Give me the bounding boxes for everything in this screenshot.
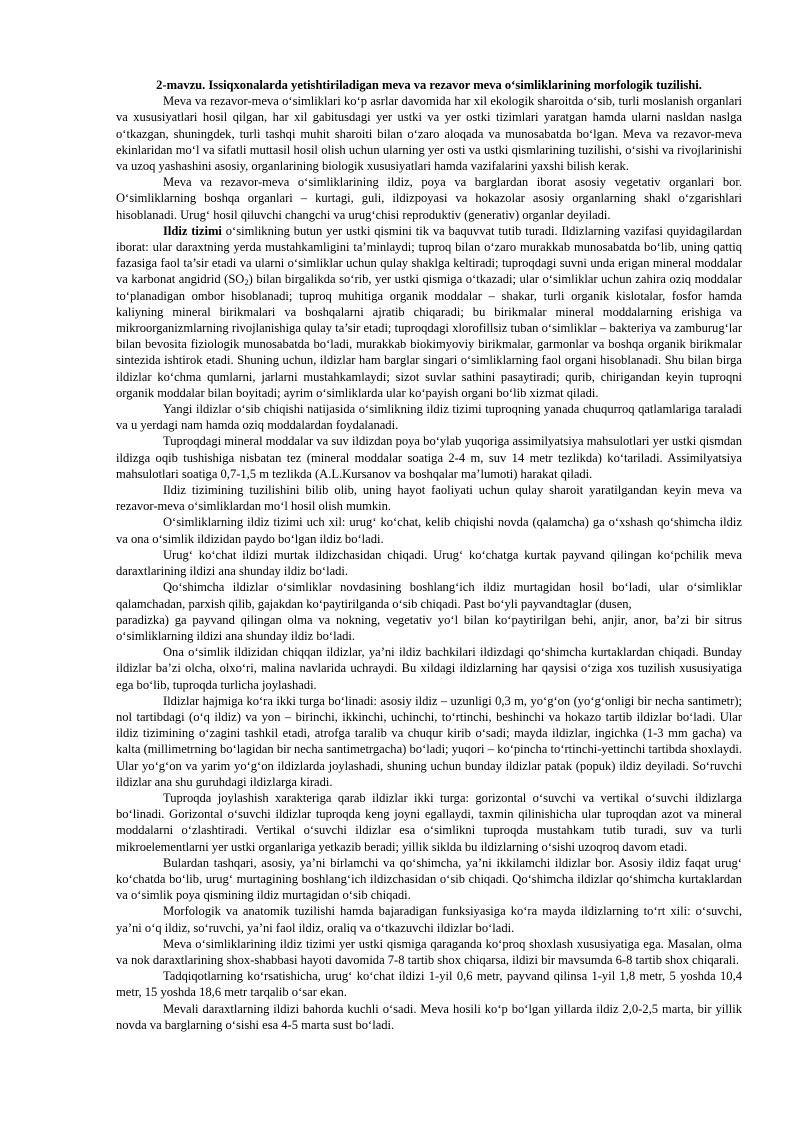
paragraph-text: O‘simliklarning ildiz tizimi uch xil: urug‘ ko‘chat, kelib chiqishi novda (qalamcha) ga o‘xshash qo‘shimcha ildiz va ona o‘simlik ildizidan paydo bo‘lgan ildiz bo‘ladi. — [116, 515, 742, 546]
paragraph-text: Meva o‘simliklarining ildiz tizimi yer ustki qismiga qaraganda ko‘proq shoxlash xususiyatiga ega. Masalan, olma va nok daraxtlarining shox-shabbasi hayoti davomida 7-8 tartib shox chiqarsa, ildizi bir mavsumda 6-8 tartib shox chiqarali. — [116, 936, 742, 967]
paragraph-text: o‘simlikning butun yer ustki qismini tik va baquvvat tutib turadi. Ildizlarning vazifasi quyidagilardan iborat: ular daraxtning yerda mustahkamligini ta’minlaydi; tuproq bilan o‘zaro murakkab munosabatda bo‘lib, uning qattiq fazasiga faol ta’sir etadi va ularni o‘simliklar uchun qulay shaklga keltiradi; tuproqdagi suvni unda erigan mineral moddalar va karbonat angidrid (SO — [116, 223, 742, 287]
paragraph-text: Bulardan tashqari, asosiy, ya’ni birlamchi va qo‘shimcha, ya’ni ikkilamchi ildizlar bor. Asosiy ildiz faqat urug‘ ko‘chatda bo‘lib, urug‘ murtagining boshlang‘ich ildizchasidan o‘sib chiqadi. Qo‘shimcha ildizlar qo‘shimcha kurtaklardan va o‘simlik poya qismining ildiz murtagidan o‘sib chiqadi. — [116, 855, 742, 903]
paragraph-bold-term: Ildiz tizimi — [163, 223, 222, 238]
paragraph-text: Yangi ildizlar o‘sib chiqishi natijasida o‘simlikning ildiz tizimi tuproqning yanada chuqurroq qatlamlariga taraladi va u yerdagi nam hamda oziq moddalardan foydalanadi. — [116, 402, 742, 433]
paragraph — [116, 514, 742, 546]
paragraph-text: Ona o‘simlik ildizidan chiqqan ildizlar, ya’ni ildiz bachkilari ildizdagi qo‘shimcha kurtaklardan chiqadi. Bunday ildizlar ba’zi olcha, olxo‘ri, malina navlarida uchraydi. Bu xildagi ildizlarning har qaysisi o‘ziga xos tuzilish xususiyatiga ega bo‘lib, tuproqda turlicha joylashadi. — [116, 645, 742, 692]
paragraph — [116, 693, 742, 790]
paragraph — [116, 482, 742, 514]
paragraph — [116, 855, 742, 904]
paragraph-text-continued: ) bilan birgalikda so‘rib, yer ustki qismiga o‘tkazadi; ular o‘simliklar uchun zahira oziq moddalar to‘planadigan ombor hisoblanadi; tuproq muhitiga organik moddalar – shakar, turli organik kislotalar, fosfor hamda kaliyning mineral birikmalari va boshqalarni ajratib chiqaradi; bu birikmalar mineral moddalarning erishiga va mikroorganizmlarning rivojlanishiga qulay ta’sir etadi; tuproqdagi xlorofillsiz tuban o‘simliklar – bakteriya va zamburug‘lar bilan bevosita fiziologik munosabatda bo‘ladi, murakkab biokimyoviy birikmalar, garmonlar va boshqa organik birikmalar sintezida ishtirok etadi. Shuning uchun, ildizlar ham barglar singari o‘simliklarning faol organi hisoblanadi. Shu bilan birga ildizlar ko‘chma qumlarni, jarlarni mustahkamlaydi; sizot suvlar sathini pasaytiradi; qurib, chirigandan keyin tuproqni organik moddalar bilan boyitadi; ayrim o‘simliklarda ular ko‘payish organi bo‘lib xizmat qiladi. — [116, 272, 742, 400]
paragraph-text: Tuproqdagi mineral moddalar va suv ildizdan poya bo‘ylab yuqoriga assimilyatsiya mahsulotlari yer ustki qismdan ildizga oqib tushishiga nisbatan tez (mineral moddalar soatiga 2-4 m, suv 14 metr tezlikda) ko‘tariladi. Assimilyatsiya mahsulotlari soatiga 0,7-1,5 m tezlikda (A.L.Kursanov va boshqalar ma’lumoti) harakat qiladi. — [116, 434, 742, 481]
paragraph-text: Urug‘ ko‘chat ildizi murtak ildizchasidan chiqadi. Urug‘ ko‘chatga kurtak payvand qilingan ko‘pchilik meva daraxtlarining ildizi ana shunday ildiz bo‘ladi. — [116, 547, 742, 579]
paragraph-text: Mevali daraxtlarning ildizi bahorda kuchli o‘sadi. Meva hosili ko‘p bo‘lgan yillarda ildiz 2,0-2,5 marta, bir yillik novda va barglarning o‘sishi esa 4-5 marta sust bo‘ladi. — [116, 1001, 742, 1032]
paragraph — [116, 936, 742, 968]
paragraph-text: Morfologik va anatomik tuzilishi hamda bajaradigan funksiyasiga ko‘ra mayda ildizlarning to‘rt xili: o‘suvchi, ya’ni o‘q ildiz, so‘ruvchi, ya’ni faol ildiz, oraliq va o‘tkazuvchi ildizlar bo‘ladi. — [116, 904, 742, 935]
paragraph-text: Meva va rezavor-meva o‘simliklari ko‘p asrlar davomida har xil ekologik sharoitda o‘sib, turli moslanish organlari va xususiyatlari hosil qilgan, har xil gabitusdagi yer ustki va yer ostki tizimlari yaratgan hamda ularni nasldan naslga o‘tkazgan, shuningdek, turli tashqi muhit sharoiti bilan o‘zaro aloqada va munosabatda bo‘lgan. Meva va rezavor-meva ekinlaridan mo‘l va sifatli muttasil hosil olish uchun ularning yer osti va ustki qismlarining tuzilishi, o‘sishi va rivojlarinishi va uzoq yashashini asosiy, organlarining biologik xususiyatlari hamda vazifalarini yaxshi bilish kerak. — [116, 94, 742, 174]
paragraph-text: paradizka) ga payvand qilingan olma va nokning, vegetativ yo‘l bilan ko‘paytirilgan behi, anjir, anor, ba’zi bir sitrus o‘simliklarning ildizi ana shunday ildiz bo‘ladi. — [116, 612, 742, 643]
document-body — [116, 93, 742, 1033]
paragraph — [116, 174, 742, 223]
paragraph — [116, 223, 742, 401]
paragraph — [116, 790, 742, 855]
subscript: 2 — [244, 277, 249, 288]
paragraph-text: Ildiz tizimining tuzilishini bilib olib, uning hayot faoliyati uchun qulay sharoit yaratilgandan keyin meva va rezavor-meva o‘simliklardan mo‘l hosil olish mumkin. — [116, 483, 742, 514]
paragraph — [116, 612, 742, 644]
paragraph-text: Qo‘shimcha ildizlar o‘simliklar novdasining boshlang‘ich ildiz murtagidan hosil bo‘ladi, ular o‘simliklar qalamchadan, parxish qilib, gajakdan ko‘paytirilganda o‘sib chiqadi. Past bo‘yli payvandtaglar (dusen, — [116, 580, 742, 611]
paragraph — [116, 433, 742, 482]
paragraph-text: Tadqiqotlarning ko‘rsatishicha, urug‘ ko‘chat ildizi 1-yil 0,6 metr, payvand qilinsa 1-yil 1,8 metr, 5 yoshda 10,4 metr, 15 yoshda 18,6 metr tarqalib o‘sar ekan. — [116, 969, 742, 1000]
paragraph — [116, 1001, 742, 1033]
paragraph-text: Tuproqda joylashish xarakteriga qarab ildizlar ikki turga: gorizontal o‘suvchi va vertikal o‘suvchi ildizlarga bo‘linadi. Gorizontal o‘suvchi ildizlar tuproqda keng joyni egallaydi, taxmin qilinishicha ular tuproqdan azot va mineral moddalarni o‘zlashtiradi. Vertikal o‘suvchi ildizlar esa o‘simlikni tuproqda mustahkam tutib turadi, suv va turli mikroelementlarni yer ustki organlariga yetkazib beradi; yillik siklda bu ildizlarning o‘sishi uzoqroq davom etadi. — [116, 790, 742, 854]
paragraph — [116, 903, 742, 935]
paragraph — [116, 401, 742, 433]
paragraph — [116, 579, 742, 611]
paragraph — [116, 968, 742, 1000]
paragraph-text: Ildizlar hajmiga ko‘ra ikki turga bo‘linadi: asosiy ildiz – uzunligi 0,3 m, yo‘g‘on (yo‘g‘onligi bir necha santimetr); nol tartibdagi (o‘q ildiz) va yon – birinchi, ikkinchi, uchinchi, to‘rtinchi, beshinchi va hokazo tartib ildizlar bo‘ladi. Ular ildiz tizimining o‘zagini tashkil etadi, atrofga taralib va chuqur kirib o‘sadi; mayda ildizlar, ingichka (1-3 mm gacha) va kalta (millimetrning bo‘lagidan bir necha santimetrgacha) bo‘ladi; yuqori – ko‘pincha to‘rtinchi-yettinchi tartibda shoxlaydi. Ular yo‘g‘on va yarim yo‘g‘on ildizlarda joylashadi, shuning uchun bunday ildizlar patak (popuk) ildiz deyiladi. So‘ruvchi ildizlar ana shu guruhdagi ildizlarga kiradi. — [116, 693, 742, 789]
paragraph — [116, 93, 742, 174]
page-title: 2-mavzu. Issiqxonalarda yetishtiriladigan meva va rezavor meva o‘simliklarining morfologik tuzilishi. — [156, 78, 702, 92]
paragraph — [116, 547, 742, 579]
paragraph-text: Meva va rezavor-meva o‘simliklarining ildiz, poya va barglardan iborat asosiy vegetativ organlari bor. O‘simliklarning boshqa organlari – kurtagi, guli, ildizpoyasi va hokazolar asosiy organlarning shakl o‘zgarishlari hisoblanadi. Urug‘ hosil qiluvchi changchi va urug‘chisi reproduktiv (generativ) organlar deyiladi. — [116, 175, 742, 222]
paragraph — [116, 644, 742, 693]
